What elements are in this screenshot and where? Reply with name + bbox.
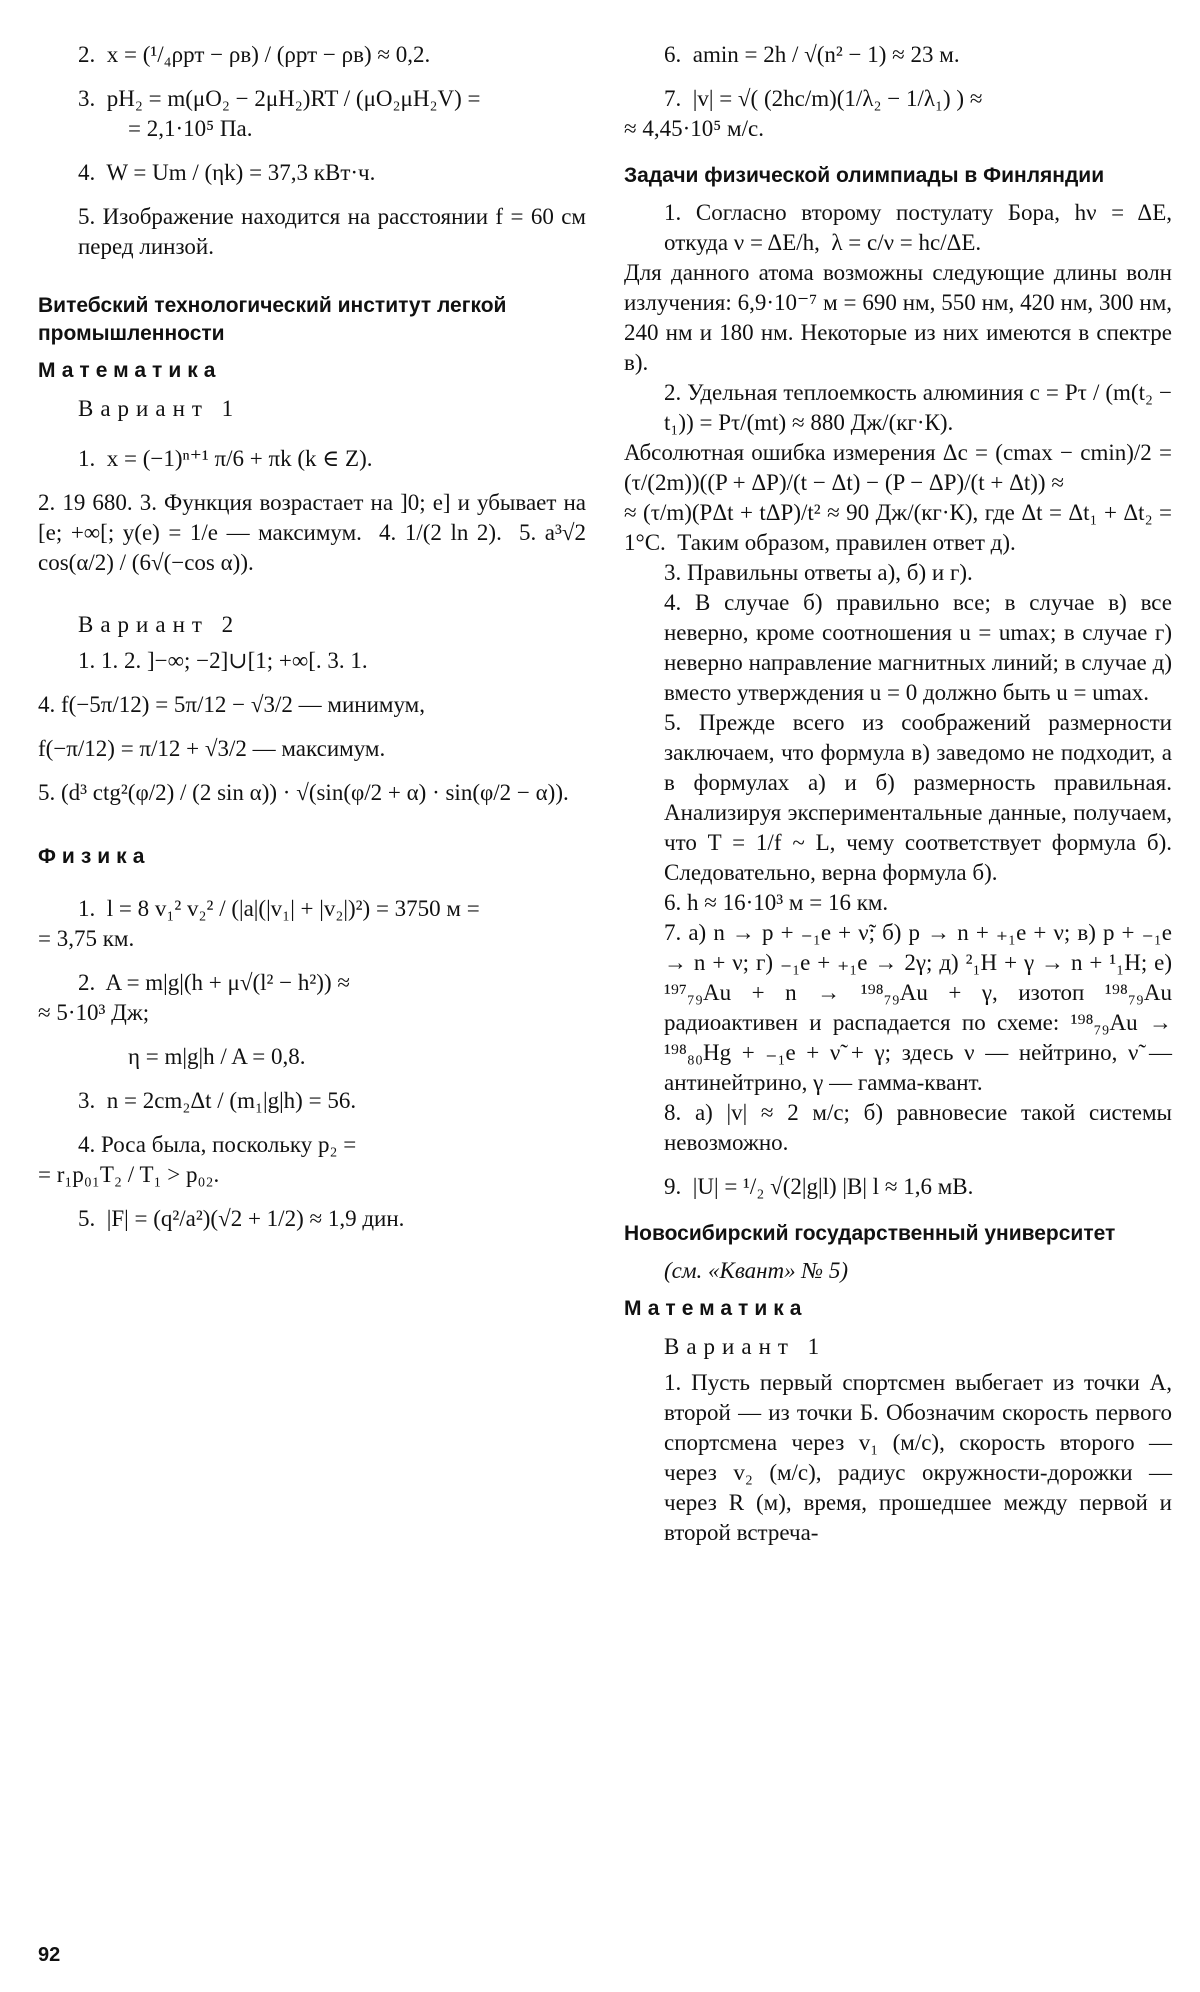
left-column (38, 40, 592, 1234)
answer-line: 6. amin = 2h / √(n² − 1) ≈ 23 м. (664, 42, 960, 67)
answer-line: ≈ 4,45·10⁵ м/с. (624, 116, 764, 141)
answer-line: 1. l = 8 v₁² v₂² / (|a|(|v₁| + |v₂|)²) = 3750 м = (78, 896, 480, 921)
answer-line: = r₁p₀₁T₂ / T₁ > p₀₂. (38, 1162, 220, 1187)
answer-line: 1. x = (−1)ⁿ⁺¹ π/6 + πk (k ∈ Z). (78, 446, 373, 471)
answer-line: 3. n = 2cm₂Δt / (m₁|g|h) = 56. (78, 1088, 357, 1113)
right-column (624, 40, 1178, 1548)
variant-title: Вариант 2 (78, 612, 241, 637)
answer-paragraph: Для данного атома возможны следующие длины волн излучения: 6,9·10⁻⁷ м = 690 нм, 550 нм, 420 нм, 300 нм, 240 нм и 180 нм. Некоторые из них имеются в спектре в). (624, 260, 1178, 375)
answer-line: 5. (d³ ctg²(φ/2) / (2 sin α)) · √(sin(φ/2 + α) · sin(φ/2 − α)). (38, 780, 569, 805)
answer-line: η = m|g|h / A = 0,8. (128, 1044, 306, 1069)
answer-line: ≈ 5·10³ Дж; (38, 1000, 150, 1025)
answer-paragraph: 4. В случае б) правильно все; в случае в) все неверно, кроме соотношения u = umax; в случае г) неверно направление магнитных линий; в случае д) вместо утверждения u = 0 должно быть u = umax. (664, 590, 1178, 705)
answer-paragraph: 2. Удельная теплоемкость алюминия c = Pτ / (m(t₂ − t₁)) = Pτ/(mt) ≈ 880 Дж/(кг·К). (664, 380, 1178, 435)
answer-line: 5. Изображение находится на расстоянии f = 60 см перед линзой. (78, 204, 592, 259)
answer-line: 5. |F| = (q²/a²)(√2 + 1/2) ≈ 1,9 дин. (78, 1206, 405, 1231)
answer-paragraph: 8. а) |v| ≈ 2 м/с; б) равновесие такой системы невозможно. (664, 1100, 1178, 1155)
answer-line: 4. f(−5π/12) = 5π/12 − √3/2 — минимум, (38, 692, 425, 717)
answer-line: 4. W = Um / (ηk) = 37,3 кВт·ч. (78, 160, 376, 185)
answer-line: 3. pH₂ = m(μO₂ − 2μH₂)RT / (μO₂μH₂V) = (78, 86, 481, 111)
answer-paragraph: 7. а) n → p + ₋₁e + ν̃; б) p → n + ₊₁e + ν; в) p + ₋₁e → n + ν; г) ₋₁e + ₊₁e → 2γ; д) ²₁H + γ → n + ¹₁H; е) ¹⁹⁷₇₉Au + n → ¹⁹⁸₇₉Au + γ, изотоп ¹⁹⁸₇₉Au радиоактивен и распадается по схеме: ¹⁹⁸₇₉Au → ¹⁹⁸₈₀Hg + ₋₁e + ν̃ + γ; здесь ν — нейтрино, ν̃ — антинейтрино, γ — гамма-квант. (664, 920, 1178, 1095)
answer-paragraph: 1. Согласно второму постулату Бора, hν = ΔE, откуда ν = ΔE/h, λ = c/ν = hc/ΔE. (664, 200, 1178, 255)
variant-title: Вариант 1 (664, 1334, 827, 1359)
answer-line: = 2,1·10⁵ Па. (128, 116, 253, 141)
answer-line: 4. Роса была, поскольку p₂ = (78, 1132, 357, 1157)
answer-line: f(−π/12) = π/12 + √3/2 — максимум. (38, 736, 386, 761)
answer-line: = 3,75 км. (38, 926, 135, 951)
section-heading: Витебский технологический институт легкой промышленности (38, 294, 507, 345)
answer-paragraph: ≈ (τ/m)(PΔt + tΔP)/t² ≈ 90 Дж/(кг·К), где Δt = Δt₁ + Δt₂ = 1°C. Таким образом, правилен ответ д). (624, 500, 1178, 555)
answer-paragraph: 1. Пусть первый спортсмен выбегает из точки A, второй — из точки Б. Обозначим скорость первого спортсмена через v₁ (м/с), скорость второго — через v₂ (м/с), радиус окружности-дорожки — через R (м), время, прошедшее между первой и второй встреча- (664, 1370, 1178, 1545)
section-heading: Новосибирский государственный университет (624, 1222, 1116, 1245)
answer-paragraph: 3. Правильны ответы а), б) и г). (664, 560, 973, 585)
answer-line: 7. |v| = √( (2hc/m)(1/λ₂ − 1/λ₁) ) ≈ (664, 86, 983, 111)
answer-line: 2. A = m|g|(h + μ√(l² − h²)) ≈ (78, 970, 350, 995)
citation: (см. «Квант» № 5) (664, 1258, 849, 1283)
answer-paragraph: 6. h ≈ 16·10³ м = 16 км. (664, 890, 889, 915)
answer-line: 1. 1. 2. ]−∞; −2]∪[1; +∞[. 3. 1. (78, 648, 368, 673)
subject-title: Физика (38, 845, 151, 868)
answer-paragraph: 2. 19 680. 3. Функция возрастает на ]0; e] и убывает на [e; +∞[; y(e) = 1/e — максимум. 4. 1/(2 ln 2). 5. a³√2 cos(α/2) / (6√(−cos α)). (38, 490, 592, 575)
answer-paragraph: 5. Прежде всего из соображений размерности заключаем, что формула в) заведомо не подходит, а в формулах а) и б) размерность правильная. Анализируя экспериментальные данные, получаем, что T = 1/f ~ L, чему соответствует формула б). Следовательно, верна формула б). (664, 710, 1178, 885)
section-heading: Задачи физической олимпиады в Финляндии (624, 164, 1105, 187)
subject-title: Математика (624, 1297, 808, 1320)
answer-line: 9. |U| = ¹/₂ √(2|g|l) |B| l ≈ 1,6 мВ. (664, 1174, 974, 1199)
variant-title: Вариант 1 (78, 396, 241, 421)
answer-line: 2. x = (¹/₄ρрт − ρв) / (ρрт − ρв) ≈ 0,2. (78, 42, 431, 67)
page-number: 92 (38, 1944, 61, 1966)
answer-paragraph: Абсолютная ошибка измерения Δc = (cmax − cmin)/2 = (τ/(2m))((P + ΔP)/(t − Δt) − (P − ΔP)/(t + Δt)) ≈ (624, 440, 1178, 495)
subject-title: Математика (38, 359, 222, 382)
